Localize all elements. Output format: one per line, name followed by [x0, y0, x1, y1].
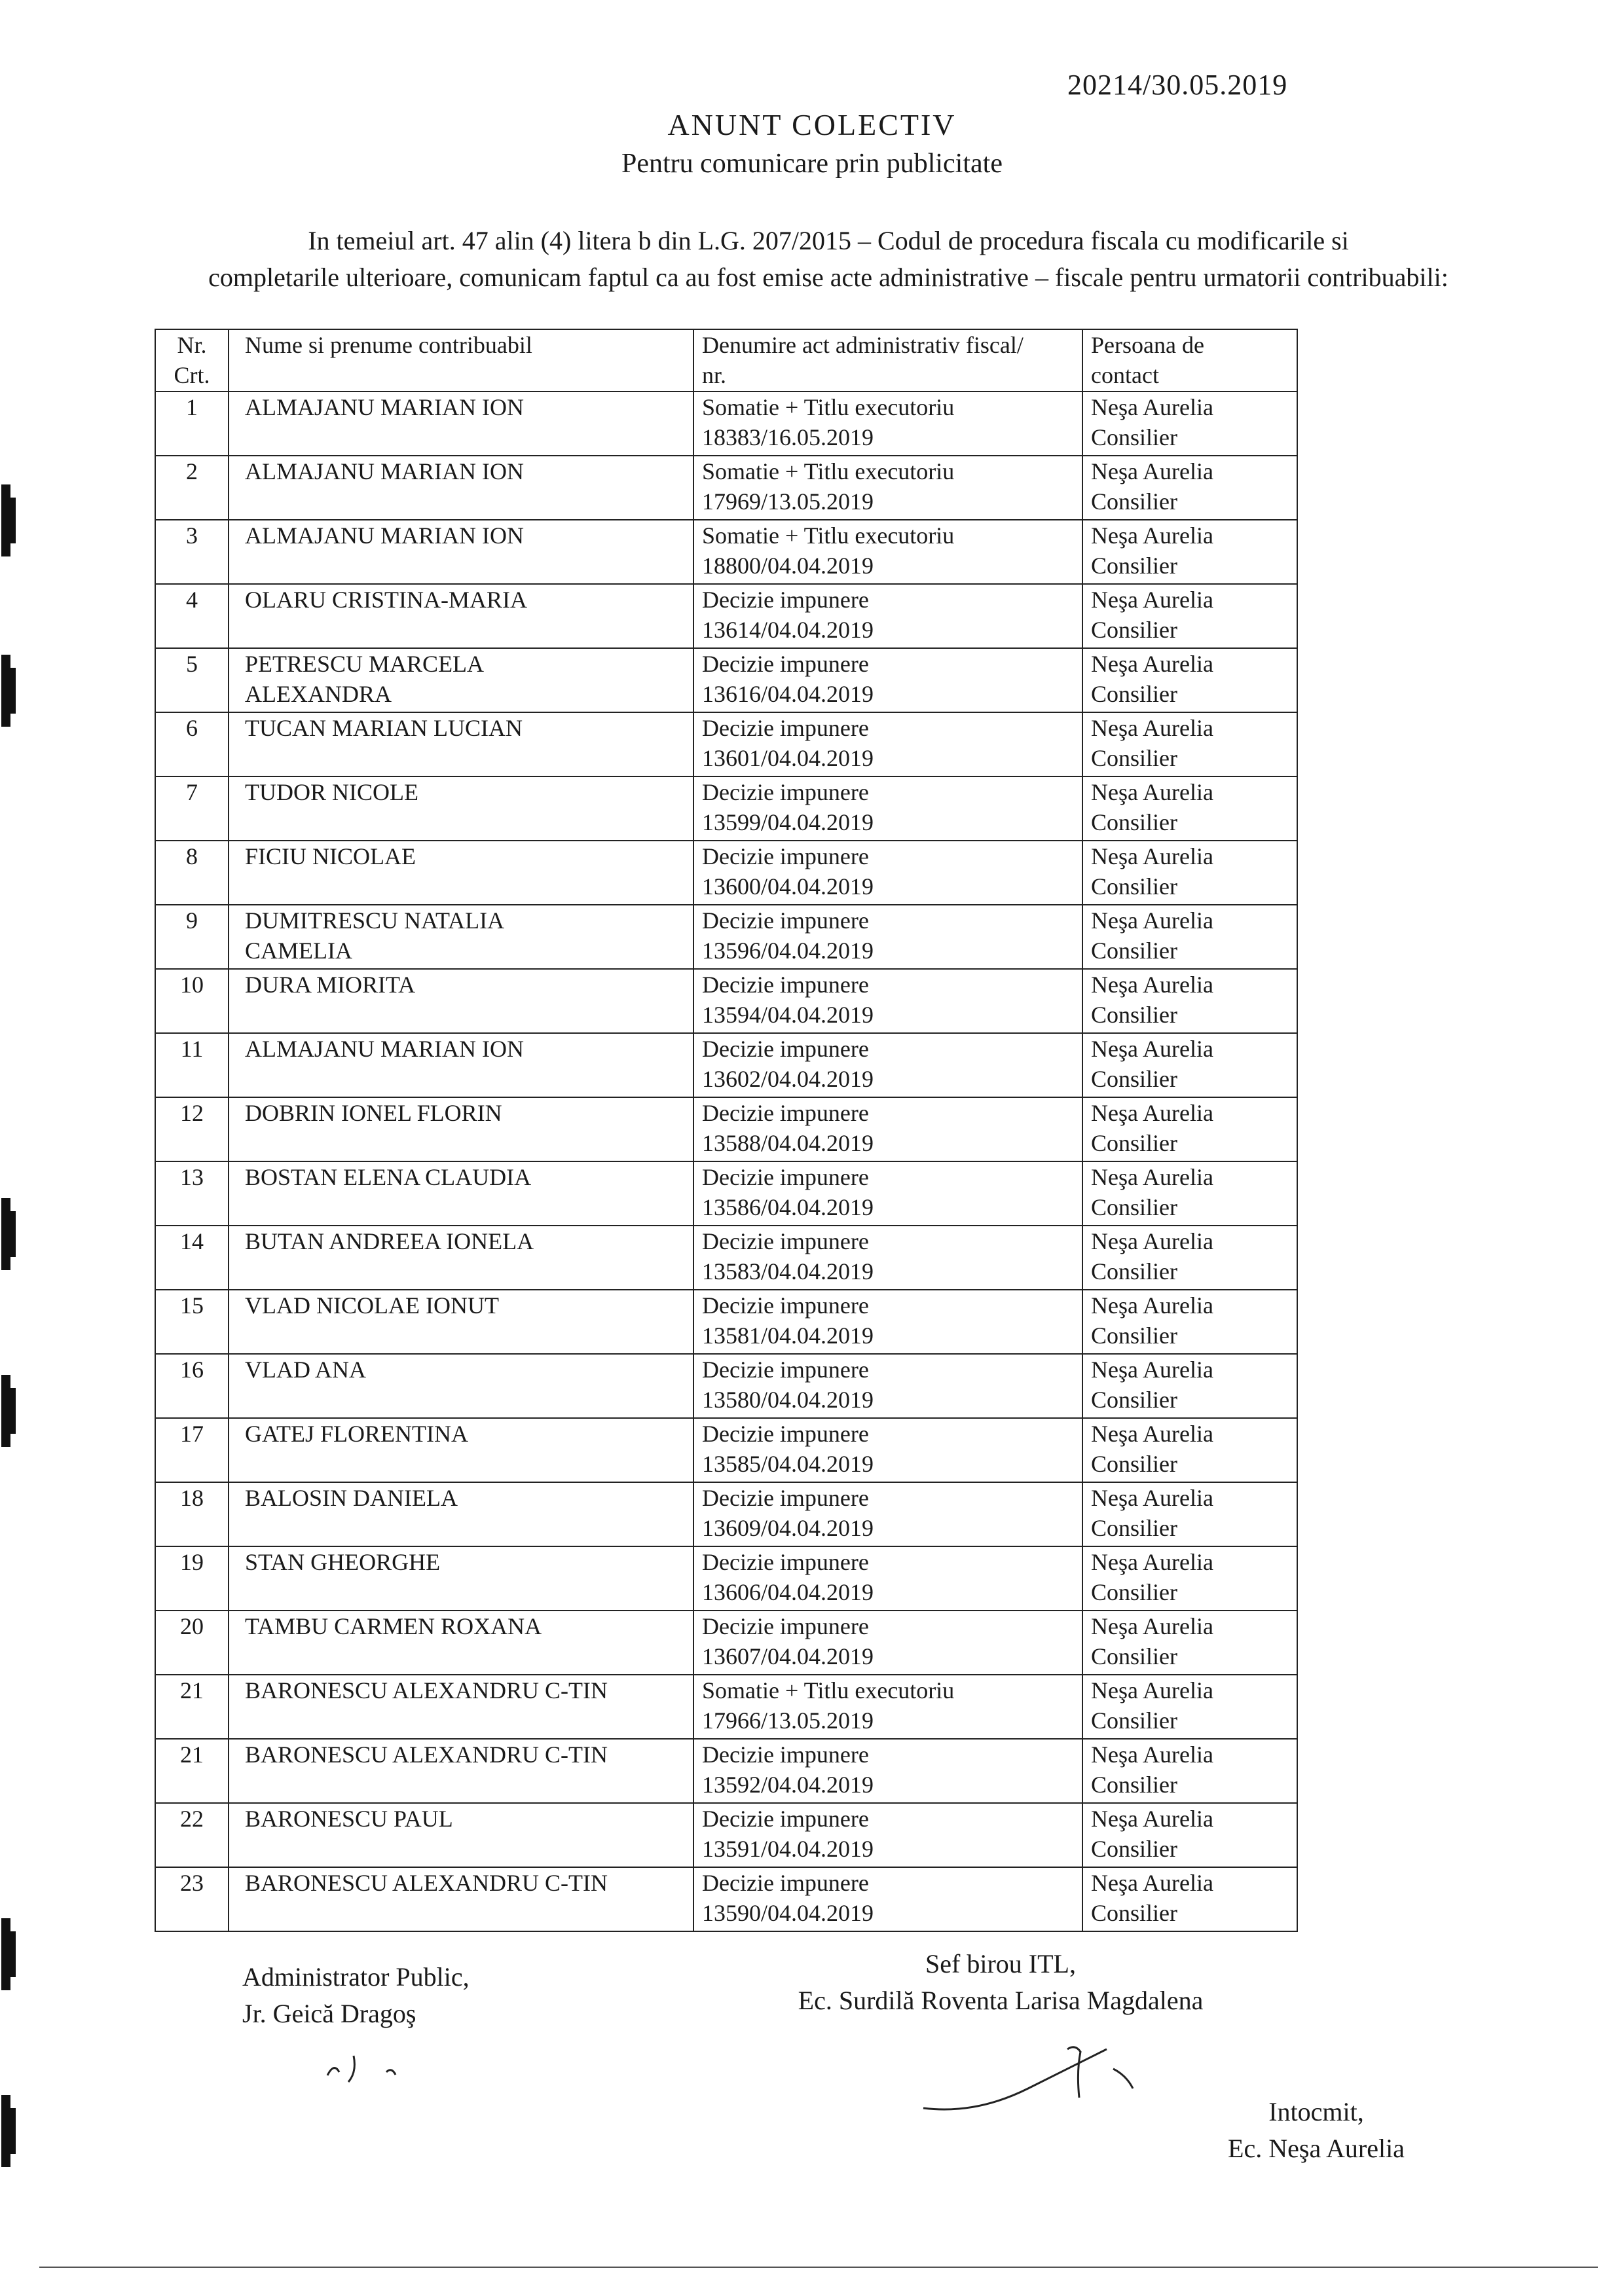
- table-row: [155, 392, 1297, 456]
- cell-act: Decizie impunere 13607/04.04.2019: [693, 1611, 1082, 1675]
- cell-name: VLAD ANA: [229, 1354, 693, 1418]
- cell-contact: Neşa Aurelia Consilier: [1082, 1033, 1297, 1097]
- cell-contact: Neşa Aurelia Consilier: [1082, 1739, 1297, 1803]
- table-row: [155, 1226, 1297, 1290]
- cell-nr: 15: [155, 1290, 229, 1354]
- cell-name: BUTAN ANDREEA IONELA: [229, 1226, 693, 1290]
- cell-act: Decizie impunere 13599/04.04.2019: [693, 776, 1082, 841]
- cell-name: TUDOR NICOLE: [229, 776, 693, 841]
- signature-head-office: [739, 1946, 1263, 2019]
- cell-name: ALMAJANU MARIAN ION: [229, 1033, 693, 1097]
- cell-name: BARONESCU ALEXANDRU C-TIN: [229, 1739, 693, 1803]
- table-row: [155, 456, 1297, 520]
- cell-contact: Neşa Aurelia Consilier: [1082, 1290, 1297, 1354]
- cell-name: ALMAJANU MARIAN ION: [229, 520, 693, 584]
- cell-act: Decizie impunere 13602/04.04.2019: [693, 1033, 1082, 1097]
- cell-name: STAN GHEORGHE: [229, 1546, 693, 1611]
- handwritten-signature-right: [917, 2036, 1192, 2128]
- signature-prepared-by: [1185, 2094, 1447, 2167]
- cell-name: BARONESCU PAUL: [229, 1803, 693, 1867]
- table-row: [155, 1482, 1297, 1546]
- cell-nr: 7: [155, 776, 229, 841]
- signature-name: Jr. Geică Dragoş: [242, 1999, 416, 2028]
- cell-contact: Neşa Aurelia Consilier: [1082, 1611, 1297, 1675]
- cell-contact: Neşa Aurelia Consilier: [1082, 841, 1297, 905]
- cell-nr: 6: [155, 712, 229, 776]
- table-row: [155, 584, 1297, 648]
- header-act: Denumire act administrativ fiscal/ nr.: [693, 329, 1082, 392]
- cell-act: Decizie impunere 13591/04.04.2019: [693, 1803, 1082, 1867]
- cell-act: Decizie impunere 13580/04.04.2019: [693, 1354, 1082, 1418]
- cell-nr: 12: [155, 1097, 229, 1161]
- cell-nr: 4: [155, 584, 229, 648]
- cell-act: Decizie impunere 13586/04.04.2019: [693, 1161, 1082, 1226]
- cell-name: BARONESCU ALEXANDRU C-TIN: [229, 1675, 693, 1739]
- table-row: [155, 712, 1297, 776]
- cell-contact: Neşa Aurelia Consilier: [1082, 1354, 1297, 1418]
- cell-name: BARONESCU ALEXANDRU C-TIN: [229, 1867, 693, 1931]
- table-row: [155, 1033, 1297, 1097]
- cell-contact: Neşa Aurelia Consilier: [1082, 392, 1297, 456]
- scan-edge-marks: [0, 0, 26, 2296]
- cell-nr: 21: [155, 1739, 229, 1803]
- cell-act: Somatie + Titlu executoriu 18383/16.05.2019: [693, 392, 1082, 456]
- cell-nr: 8: [155, 841, 229, 905]
- cell-nr: 19: [155, 1546, 229, 1611]
- cell-act: Somatie + Titlu executoriu 18800/04.04.2019: [693, 520, 1082, 584]
- table-row: [155, 648, 1297, 712]
- signature-title: Intocmit,: [1268, 2097, 1364, 2126]
- signature-title: Administrator Public,: [242, 1962, 470, 1992]
- cell-nr: 5: [155, 648, 229, 712]
- cell-contact: Neşa Aurelia Consilier: [1082, 1161, 1297, 1226]
- cell-contact: Neşa Aurelia Consilier: [1082, 1867, 1297, 1931]
- cell-act: Decizie impunere 13614/04.04.2019: [693, 584, 1082, 648]
- table-row: [155, 1418, 1297, 1482]
- cell-act: Decizie impunere 13606/04.04.2019: [693, 1546, 1082, 1611]
- cell-nr: 11: [155, 1033, 229, 1097]
- signature-name: Ec. Surdilă Roventa Larisa Magdalena: [798, 1986, 1204, 2015]
- cell-name: PETRESCU MARCELA ALEXANDRA: [229, 648, 693, 712]
- cell-contact: Neşa Aurelia Consilier: [1082, 1418, 1297, 1482]
- cell-nr: 14: [155, 1226, 229, 1290]
- cell-name: OLARU CRISTINA-MARIA: [229, 584, 693, 648]
- cell-nr: 13: [155, 1161, 229, 1226]
- table-row: [155, 1611, 1297, 1675]
- cell-contact: Neşa Aurelia Consilier: [1082, 1546, 1297, 1611]
- table-row: [155, 969, 1297, 1033]
- table-header-row: [155, 329, 1297, 392]
- cell-contact: Neşa Aurelia Consilier: [1082, 1675, 1297, 1739]
- cell-act: Decizie impunere 13601/04.04.2019: [693, 712, 1082, 776]
- cell-contact: Neşa Aurelia Consilier: [1082, 1097, 1297, 1161]
- table-row: [155, 1097, 1297, 1161]
- table-row: [155, 1803, 1297, 1867]
- cell-act: Decizie impunere 13585/04.04.2019: [693, 1418, 1082, 1482]
- cell-act: Decizie impunere 13616/04.04.2019: [693, 648, 1082, 712]
- cell-act: Decizie impunere 13583/04.04.2019: [693, 1226, 1082, 1290]
- cell-act: Decizie impunere 13596/04.04.2019: [693, 905, 1082, 969]
- cell-name: BOSTAN ELENA CLAUDIA: [229, 1161, 693, 1226]
- table-row: [155, 1739, 1297, 1803]
- table-row: [155, 1546, 1297, 1611]
- intro-line: completarile ulterioare, comunicam faptul ca au fost emise acte administrative – fiscale pentru urmatorii contribuabili:: [208, 263, 1449, 292]
- cell-nr: 21: [155, 1675, 229, 1739]
- cell-name: TAMBU CARMEN ROXANA: [229, 1611, 693, 1675]
- cell-nr: 17: [155, 1418, 229, 1482]
- cell-contact: Neşa Aurelia Consilier: [1082, 456, 1297, 520]
- cell-act: Somatie + Titlu executoriu 17966/13.05.2019: [693, 1675, 1082, 1739]
- bottom-rule: [39, 2267, 1598, 2268]
- table-row: [155, 776, 1297, 841]
- cell-contact: Neşa Aurelia Consilier: [1082, 1803, 1297, 1867]
- cell-contact: Neşa Aurelia Consilier: [1082, 648, 1297, 712]
- table-row: [155, 1290, 1297, 1354]
- table-row: [155, 1867, 1297, 1931]
- cell-contact: Neşa Aurelia Consilier: [1082, 1226, 1297, 1290]
- cell-nr: 3: [155, 520, 229, 584]
- cell-contact: Neşa Aurelia Consilier: [1082, 712, 1297, 776]
- table-row: [155, 841, 1297, 905]
- cell-name: GATEJ FLORENTINA: [229, 1418, 693, 1482]
- cell-act: Somatie + Titlu executoriu 17969/13.05.2019: [693, 456, 1082, 520]
- header-nr: Nr. Crt.: [155, 329, 229, 392]
- header-name: Nume si prenume contribuabil: [229, 329, 693, 392]
- handwritten-signature-left: [308, 2036, 439, 2095]
- cell-nr: 10: [155, 969, 229, 1033]
- cell-act: Decizie impunere 13609/04.04.2019: [693, 1482, 1082, 1546]
- cell-act: Decizie impunere 13592/04.04.2019: [693, 1739, 1082, 1803]
- cell-act: Decizie impunere 13588/04.04.2019: [693, 1097, 1082, 1161]
- cell-contact: Neşa Aurelia Consilier: [1082, 776, 1297, 841]
- document-title: ANUNT COLECTIV: [667, 108, 957, 141]
- cell-contact: Neşa Aurelia Consilier: [1082, 520, 1297, 584]
- cell-name: TUCAN MARIAN LUCIAN: [229, 712, 693, 776]
- cell-nr: 20: [155, 1611, 229, 1675]
- contributors-table: [155, 329, 1298, 1932]
- table-body: [155, 392, 1297, 1931]
- cell-nr: 2: [155, 456, 229, 520]
- table-row: [155, 1675, 1297, 1739]
- signature-title: Sef birou ITL,: [925, 1949, 1076, 1978]
- cell-name: VLAD NICOLAE IONUT: [229, 1290, 693, 1354]
- header-contact: Persoana de contact: [1082, 329, 1297, 392]
- signature-name: Ec. Neşa Aurelia: [1228, 2134, 1405, 2163]
- cell-act: Decizie impunere 13594/04.04.2019: [693, 969, 1082, 1033]
- document-reference: 20214/30.05.2019: [1067, 69, 1288, 101]
- cell-contact: Neşa Aurelia Consilier: [1082, 969, 1297, 1033]
- cell-nr: 23: [155, 1867, 229, 1931]
- cell-nr: 22: [155, 1803, 229, 1867]
- table-row: [155, 1354, 1297, 1418]
- intro-paragraph: [157, 223, 1500, 296]
- cell-contact: Neşa Aurelia Consilier: [1082, 584, 1297, 648]
- intro-line: In temeiul art. 47 alin (4) litera b din L.G. 207/2015 – Codul de procedura fiscala cu modificarile si: [308, 226, 1349, 255]
- cell-name: DOBRIN IONEL FLORIN: [229, 1097, 693, 1161]
- cell-name: DURA MIORITA: [229, 969, 693, 1033]
- document-subtitle: Pentru comunicare prin publicitate: [621, 149, 1003, 179]
- cell-act: Decizie impunere 13590/04.04.2019: [693, 1867, 1082, 1931]
- cell-act: Decizie impunere 13581/04.04.2019: [693, 1290, 1082, 1354]
- signature-administrator: [242, 1959, 470, 2032]
- cell-act: Decizie impunere 13600/04.04.2019: [693, 841, 1082, 905]
- cell-contact: Neşa Aurelia Consilier: [1082, 905, 1297, 969]
- cell-name: FICIU NICOLAE: [229, 841, 693, 905]
- cell-name: BALOSIN DANIELA: [229, 1482, 693, 1546]
- cell-nr: 1: [155, 392, 229, 456]
- cell-name: ALMAJANU MARIAN ION: [229, 456, 693, 520]
- cell-nr: 16: [155, 1354, 229, 1418]
- table-row: [155, 520, 1297, 584]
- cell-name: ALMAJANU MARIAN ION: [229, 392, 693, 456]
- cell-name: DUMITRESCU NATALIA CAMELIA: [229, 905, 693, 969]
- cell-nr: 18: [155, 1482, 229, 1546]
- cell-nr: 9: [155, 905, 229, 969]
- table-row: [155, 1161, 1297, 1226]
- table-row: [155, 905, 1297, 969]
- cell-contact: Neşa Aurelia Consilier: [1082, 1482, 1297, 1546]
